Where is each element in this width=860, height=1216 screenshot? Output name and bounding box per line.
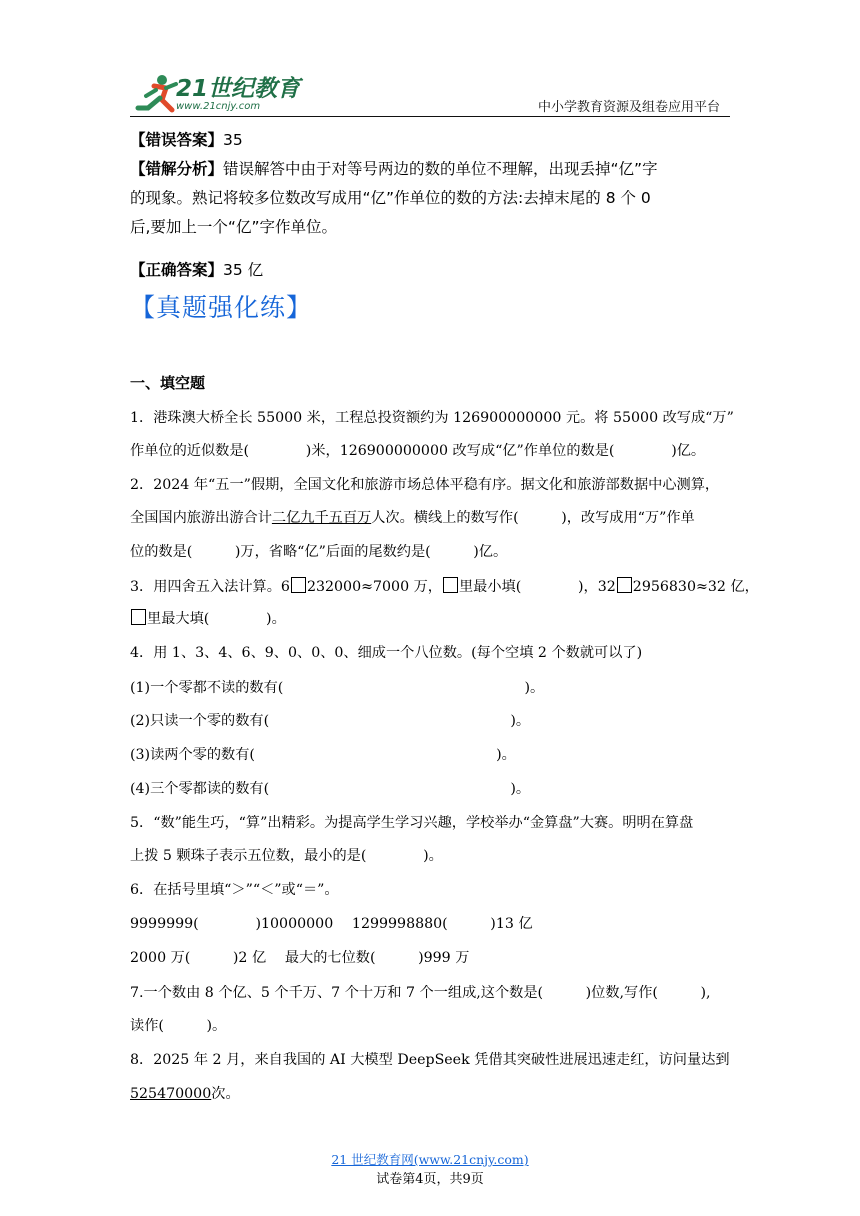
q3-line2	[130, 609, 740, 629]
q3-line1	[130, 577, 759, 597]
q7-line2: 读作( )。	[130, 1018, 227, 1034]
q8-line1: 8．2025 年 2 月，来自我国的 AI 大模型 DeepSeek 凭借其突破性进展迅速走红，访问量达到	[130, 1052, 730, 1068]
q8-line2-b: 次。	[211, 1086, 240, 1102]
q6-line1: 6．在括号里填“＞”“＜”或“＝”。	[130, 882, 339, 898]
error-analysis	[130, 155, 730, 242]
part-heading: 一、填空题	[130, 374, 206, 392]
footer-link[interactable]: 21 世纪教育网(www.21cnjy.com)	[331, 1152, 529, 1167]
blank-square-icon	[131, 609, 146, 625]
q8-underlined-number: 525470000	[130, 1086, 212, 1102]
logo-brand-text: 21世纪教育	[176, 76, 301, 102]
platform-name: 中小学教育资源及组卷应用平台	[537, 100, 720, 115]
q2-line2-b: 人次。横线上的数写作( )，改写成用“万”作单	[371, 510, 695, 526]
q2-line3: 位的数是( )万，省略“亿”后面的尾数约是( )亿。	[130, 544, 508, 560]
q2-line2-a: 全国国内旅游出游合计	[130, 510, 272, 526]
q7-line1: 7.一个数由 8 个亿、5 个千万、7 个十万和 7 个一组成,这个数是( )位数,写作( ),	[130, 985, 711, 1001]
q3-part-a: 3．用四舍五入法计算。6	[130, 579, 290, 595]
q8-line2	[130, 1084, 740, 1104]
section-title: 【真题强化练】	[130, 293, 313, 322]
q1-line2: 作单位的近似数是( )米，126900000000 改写成“亿”作单位的数是( )亿。	[130, 443, 706, 459]
q5-line1: 5．“数”能生巧，“算”出精彩。为提高学生学习兴趣，学校举办“金算盘”大赛。明明在算盘	[130, 815, 694, 831]
q6-line2: 9999999( )10000000 1299998880( )13 亿	[130, 916, 533, 932]
q3-part-e: 里最大填( )。	[147, 611, 286, 627]
q6-line3: 2000 万( )2 亿 最大的七位数( )999 万	[130, 950, 470, 966]
q3-part-d: 2956830≈32 亿，	[632, 579, 759, 595]
error-analysis-line3: 后,要加上一个“亿”字作单位。	[130, 218, 337, 236]
header-divider	[130, 116, 730, 117]
q4-item3: (3)读两个零的数有( )。	[130, 747, 516, 763]
correct-answer-line	[130, 256, 730, 285]
q5-line2: 上拨 5 颗珠子表示五位数，最小的是( )。	[130, 848, 443, 864]
q1-line1: 1．港珠澳大桥全长 55000 米，工程总投资额约为 126900000000 元。将 55000 改写成“万”	[130, 410, 734, 426]
error-analysis-line1: 错误解答中由于对等号两边的数的单位不理解，出现丢掉“亿”字	[223, 160, 658, 178]
blank-square-icon	[443, 577, 458, 593]
page-number: 试卷第4页，共9页	[376, 1172, 484, 1187]
q3-part-b: 232000≈7000 万，	[306, 579, 442, 595]
q2-underlined-number: 二亿九千五百万	[271, 510, 372, 526]
q2-line2	[130, 508, 740, 528]
q4-item1: (1)一个零都不读的数有( )。	[130, 680, 545, 696]
q4-item4: (4)三个零都读的数有( )。	[130, 781, 531, 797]
wrong-answer-line	[130, 126, 730, 155]
logo-url-text: www.21cnjy.com	[176, 101, 261, 112]
wrong-answer-value: 35	[223, 131, 243, 149]
correct-answer-value: 35 亿	[223, 261, 264, 279]
blank-square-icon	[291, 577, 306, 593]
q3-part-c: 里最小填( )，32	[458, 579, 616, 595]
q4-line1: 4．用 1、3、4、6、9、0、0、0、细成一个八位数。(每个空填 2 个数就可以了)	[130, 645, 643, 661]
q4-item2: (2)只读一个零的数有( )。	[130, 713, 531, 729]
error-analysis-label: 【错解分析】	[130, 160, 224, 178]
correct-answer-label: 【正确答案】	[130, 261, 224, 279]
error-analysis-line2: 的现象。熟记将较多位数改写成用“亿”作单位的数的方法:去掉末尾的 8 个 0	[130, 189, 651, 207]
blank-square-icon	[617, 577, 632, 593]
wrong-answer-label: 【错误答案】	[130, 131, 224, 149]
q2-line1: 2．2024 年“五一”假期，全国文化和旅游市场总体平稳有序。据文化和旅游部数据中心测算，	[130, 477, 720, 493]
